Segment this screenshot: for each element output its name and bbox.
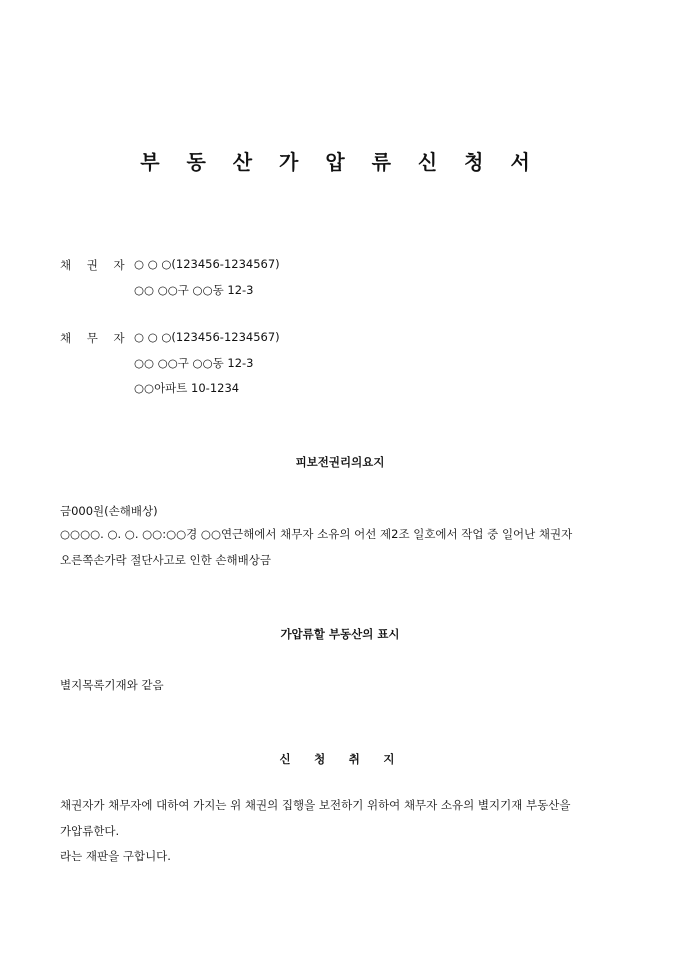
document-title: 부 동 산 가 압 류 신 청 서 bbox=[140, 150, 540, 174]
protected-right-amount: 금000원(손해배상) bbox=[60, 504, 158, 518]
creditor-address: ○○ ○○구 ○○동 12-3 bbox=[134, 283, 254, 297]
property-text: 별지목록기재와 같음 bbox=[60, 678, 164, 692]
debtor-address-2: ○○아파트 10-1234 bbox=[134, 381, 240, 395]
creditor-label: 채 권 자 bbox=[60, 258, 131, 272]
protected-right-detail: ○○○○. ○. ○. ○○:○○경 ○○연근해에서 채무자 소유의 어선 제2조 일호에서 작업 중 일어난 채권자 오른쪽손가락 절단사고로 인한 손해배상금 bbox=[60, 527, 573, 567]
creditor-name-id: ○ ○ ○(123456-1234567) bbox=[134, 257, 280, 271]
purpose-heading: 신 청 취 지 bbox=[279, 752, 401, 766]
property-heading: 가압류할 부동산의 표시 bbox=[280, 627, 400, 641]
purpose-text: 채권자가 채무자에 대하여 가지는 위 채권의 집행을 보전하기 위하여 채무자 소유의 별지기재 부동산을 가압류한다. bbox=[60, 798, 571, 838]
purpose-closing: 라는 재판을 구합니다. bbox=[60, 849, 171, 863]
protected-right-heading: 피보전권리의요지 bbox=[295, 455, 385, 469]
debtor-label: 채 무 자 bbox=[60, 331, 131, 345]
debtor-address-1: ○○ ○○구 ○○동 12-3 bbox=[134, 356, 254, 370]
debtor-name-id: ○ ○ ○(123456-1234567) bbox=[134, 330, 280, 344]
